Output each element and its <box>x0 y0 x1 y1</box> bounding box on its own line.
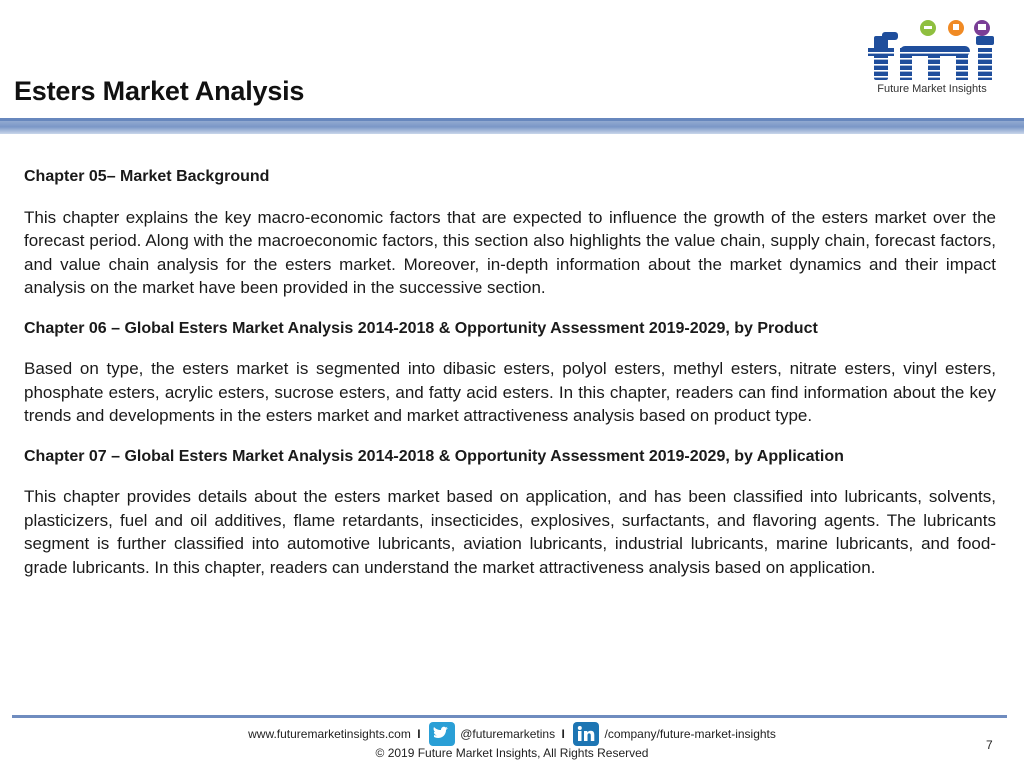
chapter-content <box>24 165 996 596</box>
copyright: © 2019 Future Market Insights, All Rights Reserved <box>375 746 649 760</box>
header-divider <box>0 118 1024 134</box>
chapter-heading: Chapter 05– Market Background <box>24 168 270 185</box>
chapter-body: This chapter provides details about the esters market based on application, and has been classified into lubricants, solvents, plasticizers, fuel and oil additives, flame retardants, insecticides, explosives, surfactants, and flavoring agents. The lubricants segment is further classified into automotive lubricants, aviation lubricants, industrial lubricants, marine lubricants, and food-grade lubricants. In this chapter, readers can understand the market attractiveness analysis based on application. <box>24 487 996 577</box>
twitter-bird-icon[interactable] <box>429 722 455 746</box>
footer-links <box>0 722 1024 746</box>
chapter-heading: Chapter 07 – Global Esters Market Analysis 2014-2018 & Opportunity Assessment 2019-2029, by Application <box>24 447 844 465</box>
separator: I <box>561 727 565 741</box>
website-link[interactable]: www.futuremarketinsights.com <box>248 727 411 741</box>
page-title: Esters Market Analysis <box>14 76 305 106</box>
chapter-body: This chapter explains the key macro-economic factors that are expected to influence the growth of the esters market over the forecast period. Along with the macroeconomic factors, this section also highlights the value chain, supply chain, forecast factors, and value chain analysis for the esters market. Moreover, in-depth information about the market dynamics and their impact analysis on the market have been provided in the successive section. <box>24 207 996 297</box>
linkedin-path[interactable]: /company/future-market-insights <box>604 727 776 741</box>
logo-tagline: Future Market Insights <box>877 83 987 95</box>
linkedin-in-icon[interactable] <box>573 722 599 746</box>
chapter-heading: Chapter 06 – Global Esters Market Analysis 2014-2018 & Opportunity Assessment 2019-2029, by Product <box>24 319 818 337</box>
separator: I <box>417 727 421 741</box>
page-number: 7 <box>986 738 993 752</box>
footer-divider <box>12 715 1007 718</box>
twitter-handle[interactable]: @futuremarketins <box>460 727 556 741</box>
chapter-body: Based on type, the esters market is segmented into dibasic esters, polyol esters, methyl esters, nitrate esters, vinyl esters, phosphate esters, acrylic esters, sucrose esters, and fatty acid esters. In this chapter, readers can find information about the key trends and developments in the esters market and market attractiveness analysis based on product type. <box>24 359 996 425</box>
